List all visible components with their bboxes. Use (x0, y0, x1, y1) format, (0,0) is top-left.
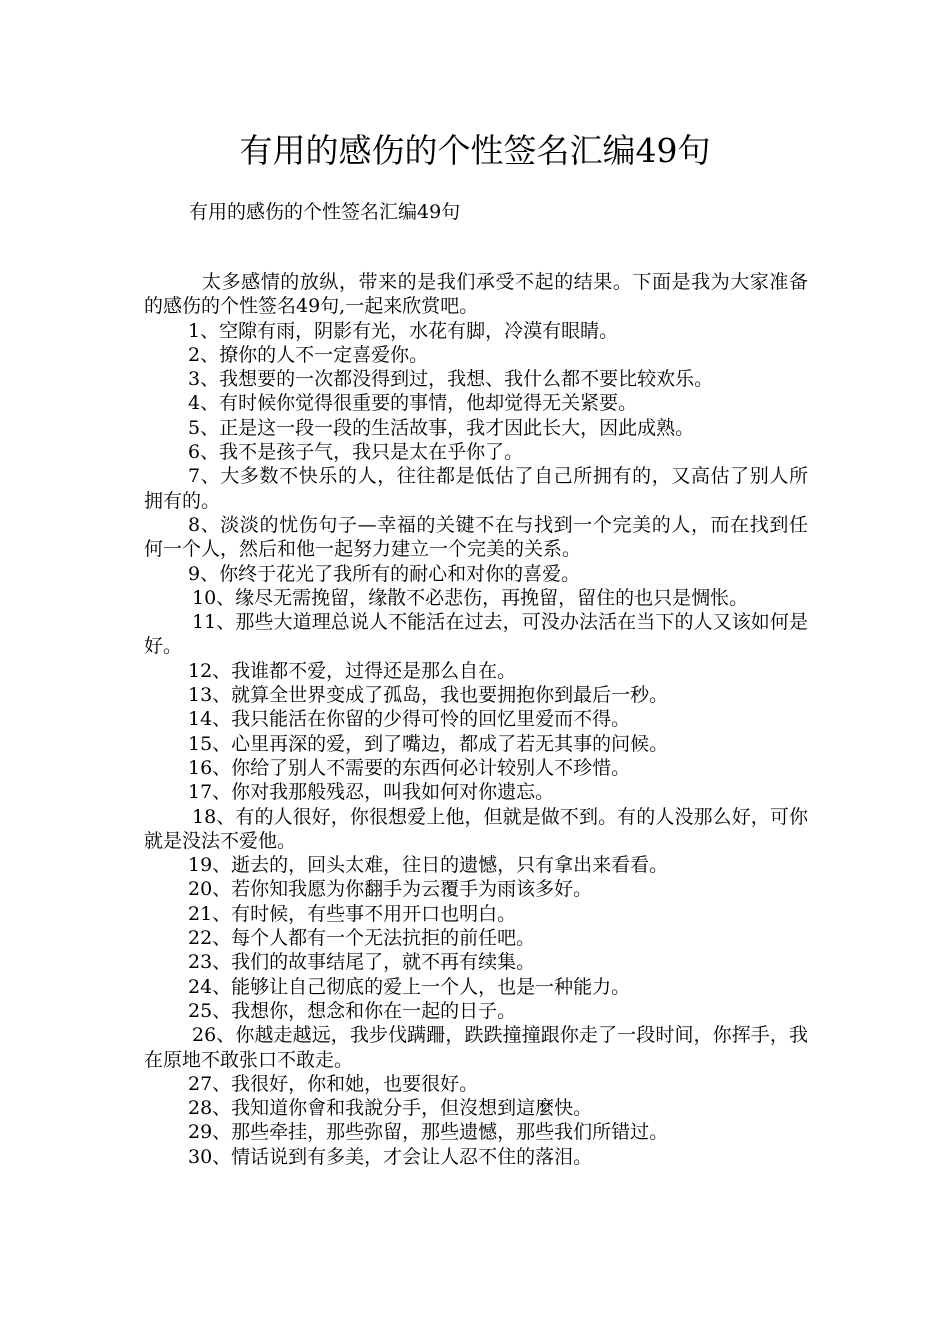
list-item: 21、有时候，有些事不用开口也明白。 (188, 902, 517, 925)
list-item: 18、有的人很好，你很想爱上他，但就是做不到。有的人没那么好，可你就是没法不爱他。 (144, 805, 808, 852)
list-item: 5、正是这一段一段的生活故事，我才因此长大，因此成熟。 (188, 416, 695, 439)
list-item: 24、能够让自己彻底的爱上一个人，也是一种能力。 (188, 975, 631, 998)
list-item: 16、你给了别人不需要的东西何必计较别人不珍惜。 (188, 756, 631, 779)
list-item: 12、我谁都不爱，过得还是那么自在。 (188, 659, 517, 682)
document-body (144, 270, 808, 1169)
list-item: 15、心里再深的爱，到了嘴边，都成了若无其事的问候。 (188, 732, 669, 755)
list-item: 17、你对我那般残忍，叫我如何对你遗忘。 (188, 781, 555, 804)
list-item: 9、你终于花光了我所有的耐心和对你的喜爱。 (188, 562, 581, 585)
list-item: 19、逝去的，回头太难，往日的遗憾，只有拿出来看看。 (188, 854, 669, 877)
intro-paragraph: 太多感情的放纵，带来的是我们承受不起的结果。下面是我为大家准备的感伤的个性签名49句,一起来欣赏吧。 (144, 271, 808, 318)
list-item: 2、撩你的人不一定喜爱你。 (188, 343, 429, 366)
list-item: 1、空隙有雨，阴影有光，水花有脚，冷漠有眼睛。 (188, 319, 619, 342)
list-item: 28、我知道你會和我說分手，但沒想到這麼快。 (188, 1097, 593, 1120)
list-item: 29、那些牵挂，那些弥留，那些遗憾，那些我们所错过。 (188, 1121, 669, 1144)
list-item: 20、若你知我愿为你翻手为云覆手为雨该多好。 (188, 878, 593, 901)
list-item: 7、大多数不快乐的人，往往都是低估了自己所拥有的，又高估了别人所拥有的。 (144, 465, 808, 512)
list-item: 26、你越走越远，我步伐蹒跚，跌跌撞撞跟你走了一段时间，你挥手，我在原地不敢张口不敢走。 (144, 1024, 808, 1071)
list-item: 25、我想你，想念和你在一起的日子。 (188, 999, 517, 1022)
list-item: 30、情话说到有多美，才会让人忍不住的落泪。 (188, 1145, 593, 1168)
list-item: 23、我们的故事结尾了，就不再有续集。 (188, 951, 536, 974)
list-item: 6、我不是孩子气，我只是太在乎你了。 (188, 441, 524, 464)
list-item: 3、我想要的一次都没得到过，我想、我什么都不要比较欢乐。 (188, 368, 714, 391)
list-item: 4、有时候你觉得很重要的事情，他却觉得无关紧要。 (188, 392, 638, 415)
list-item: 14、我只能活在你留的少得可怜的回忆里爱而不得。 (188, 708, 631, 731)
list-item: 22、每个人都有一个无法抗拒的前任吧。 (188, 927, 536, 950)
list-item: 11、那些大道理总说人不能活在过去，可没办法活在当下的人又该如何是好。 (144, 611, 808, 658)
page-title: 有用的感伤的个性签名汇编49句 (239, 131, 711, 170)
list-item: 10、缘尽无需挽留，缘散不必悲伤，再挽留，留住的也只是惆怅。 (192, 586, 749, 609)
list-item: 8、淡淡的忧伤句子—幸福的关键不在与找到一个完美的人，而在找到任何一个人，然后和他一起努力建立一个完美的关系。 (144, 513, 808, 561)
list-item: 27、我很好，你和她，也要很好。 (188, 1072, 479, 1095)
page-subtitle: 有用的感伤的个性签名汇编49句 (189, 201, 461, 223)
list-item: 13、就算全世界变成了孤岛，我也要拥抱你到最后一秒。 (188, 684, 669, 707)
